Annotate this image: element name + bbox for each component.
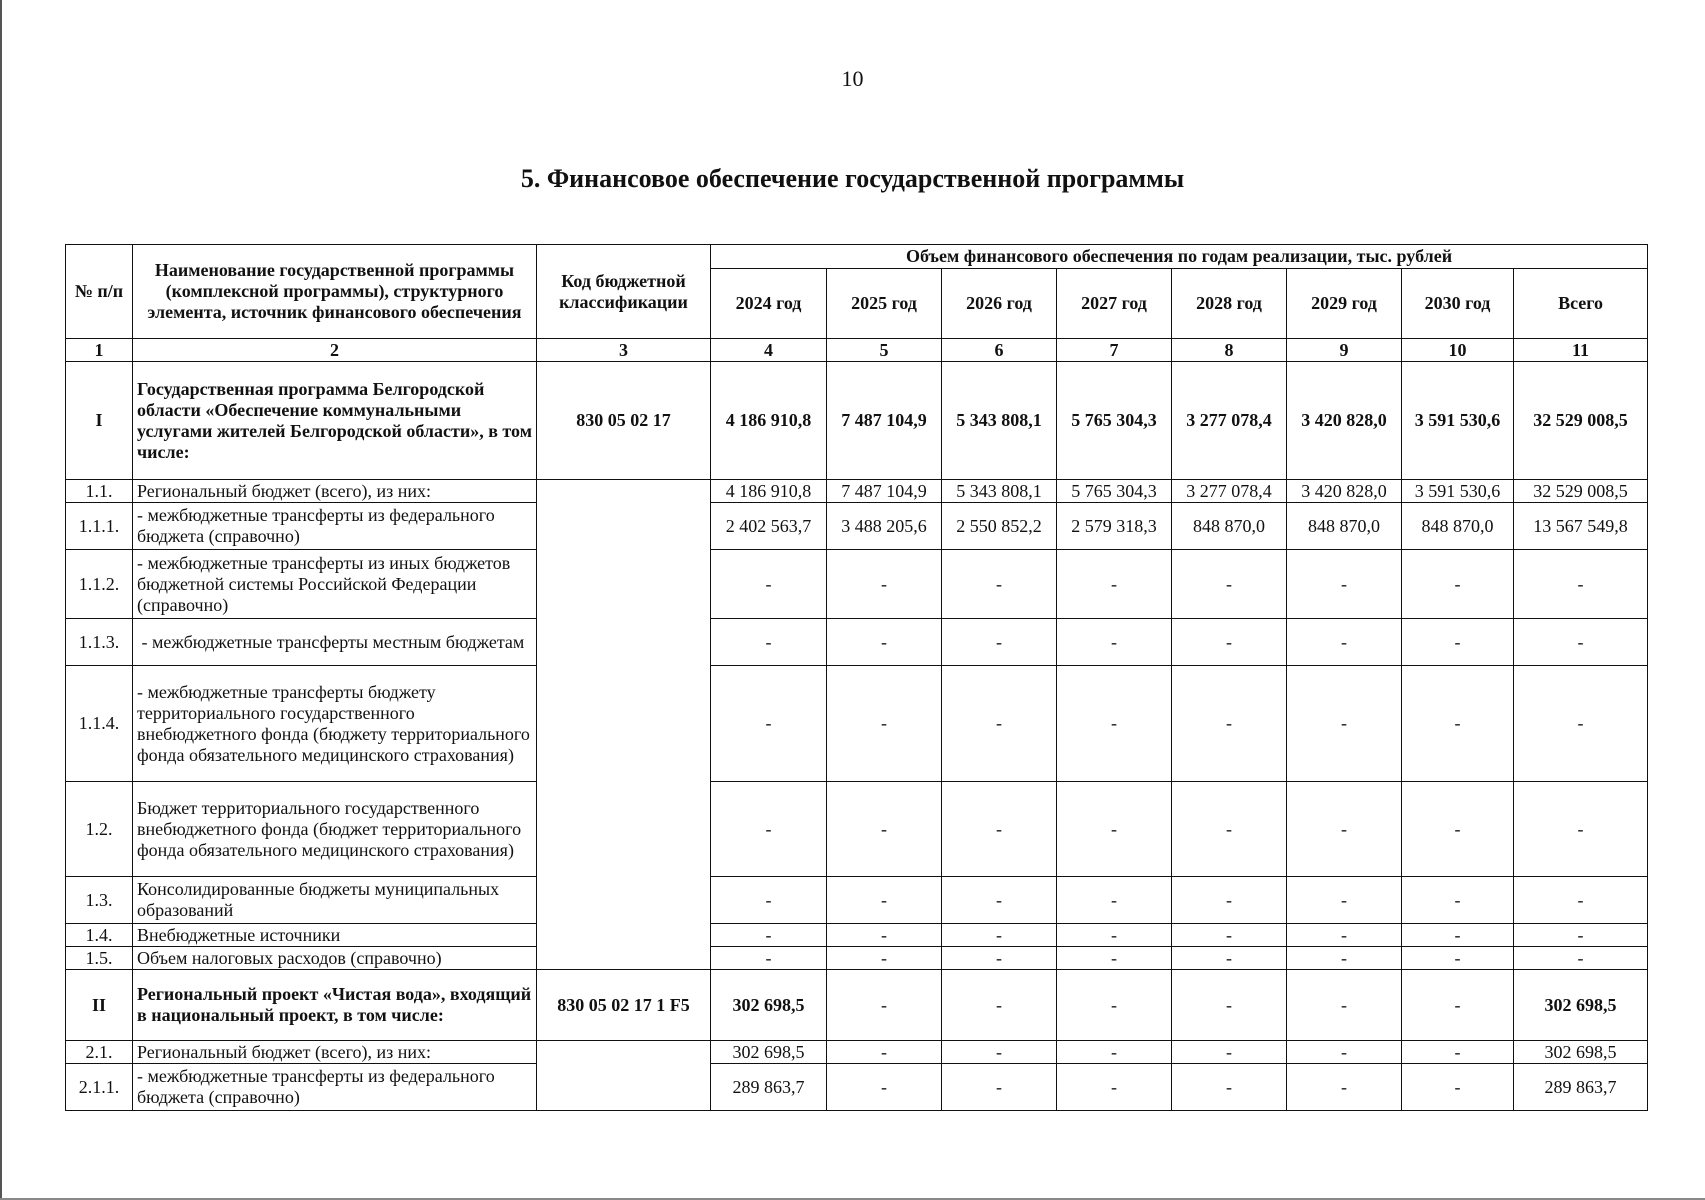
table-row bbox=[66, 619, 1648, 666]
row-code-merged bbox=[537, 1041, 711, 1111]
row-total: - bbox=[1514, 782, 1648, 877]
row-name: Региональный проект «Чистая вода», входящий в национальный проект, в том числе: bbox=[133, 970, 537, 1041]
row-value: - bbox=[1287, 666, 1402, 782]
column-number: 8 bbox=[1172, 339, 1287, 362]
column-number: 4 bbox=[711, 339, 827, 362]
row-value: - bbox=[1287, 924, 1402, 947]
row-num: 1.5. bbox=[66, 947, 133, 970]
row-value: 7 487 104,9 bbox=[827, 362, 942, 480]
row-value: 3 591 530,6 bbox=[1402, 480, 1514, 503]
column-number: 7 bbox=[1057, 339, 1172, 362]
row-num: II bbox=[66, 970, 133, 1041]
row-total: - bbox=[1514, 924, 1648, 947]
row-name: - межбюджетные трансферты из иных бюджетов бюджетной системы Российской Федерации (справочно) bbox=[133, 550, 537, 619]
row-value: 3 488 205,6 bbox=[827, 503, 942, 550]
row-value: - bbox=[1057, 947, 1172, 970]
column-number: 6 bbox=[942, 339, 1057, 362]
row-value: 3 420 828,0 bbox=[1287, 480, 1402, 503]
row-value: 5 765 304,3 bbox=[1057, 362, 1172, 480]
row-value: - bbox=[1402, 970, 1514, 1041]
row-value: - bbox=[1402, 619, 1514, 666]
row-name: - межбюджетные трансферты из федерального бюджета (справочно) bbox=[133, 1064, 537, 1111]
header-row-1 bbox=[66, 245, 1648, 269]
header-year: 2025 год bbox=[827, 269, 942, 339]
table-row bbox=[66, 480, 1648, 503]
row-total: - bbox=[1514, 877, 1648, 924]
row-value: 848 870,0 bbox=[1172, 503, 1287, 550]
row-value: - bbox=[827, 782, 942, 877]
row-num: 1.3. bbox=[66, 877, 133, 924]
table-row-program bbox=[66, 362, 1648, 480]
row-name: Внебюджетные источники bbox=[133, 924, 537, 947]
row-total: 32 529 008,5 bbox=[1514, 480, 1648, 503]
row-value: - bbox=[1057, 782, 1172, 877]
column-number-row bbox=[66, 339, 1648, 362]
row-value: 3 420 828,0 bbox=[1287, 362, 1402, 480]
row-value: - bbox=[1287, 1041, 1402, 1064]
row-value: - bbox=[1287, 782, 1402, 877]
row-value: - bbox=[1402, 782, 1514, 877]
table-row bbox=[66, 877, 1648, 924]
row-name: - межбюджетные трансферты из федерального бюджета (справочно) bbox=[133, 503, 537, 550]
row-value: - bbox=[942, 970, 1057, 1041]
column-number: 1 bbox=[66, 339, 133, 362]
table-row bbox=[66, 1064, 1648, 1111]
row-value: - bbox=[1172, 550, 1287, 619]
row-value: - bbox=[827, 666, 942, 782]
row-total: - bbox=[1514, 619, 1648, 666]
table-row-regional-project bbox=[66, 970, 1648, 1041]
row-value: - bbox=[1172, 666, 1287, 782]
page-number: 10 bbox=[841, 66, 864, 91]
row-value: - bbox=[827, 877, 942, 924]
row-value: 7 487 104,9 bbox=[827, 480, 942, 503]
header-year: 2028 год bbox=[1172, 269, 1287, 339]
row-name: Объем налоговых расходов (справочно) bbox=[133, 947, 537, 970]
header-total: Всего bbox=[1514, 269, 1648, 339]
row-value: - bbox=[711, 947, 827, 970]
row-value: 302 698,5 bbox=[711, 970, 827, 1041]
row-value: - bbox=[1172, 619, 1287, 666]
row-value: - bbox=[1057, 619, 1172, 666]
row-num: 2.1.1. bbox=[66, 1064, 133, 1111]
column-number: 5 bbox=[827, 339, 942, 362]
row-name: - межбюджетные трансферты бюджету территориального государственного внебюджетного фонда (бюджету территориального фонда обязательного медицинского страхования) bbox=[133, 666, 537, 782]
row-value: - bbox=[711, 782, 827, 877]
row-value: 4 186 910,8 bbox=[711, 480, 827, 503]
row-value: 302 698,5 bbox=[711, 1041, 827, 1064]
row-value: - bbox=[827, 947, 942, 970]
row-value: - bbox=[827, 1064, 942, 1111]
row-value: - bbox=[942, 782, 1057, 877]
column-number: 9 bbox=[1287, 339, 1402, 362]
row-value: - bbox=[942, 947, 1057, 970]
row-value: - bbox=[1172, 924, 1287, 947]
row-value: - bbox=[827, 550, 942, 619]
row-num: 1.4. bbox=[66, 924, 133, 947]
row-value: - bbox=[1402, 924, 1514, 947]
row-num: 1.1.3. bbox=[66, 619, 133, 666]
header-code: Код бюджетной классификации bbox=[537, 245, 711, 339]
row-value: 289 863,7 bbox=[711, 1064, 827, 1111]
row-total: 13 567 549,8 bbox=[1514, 503, 1648, 550]
row-value: - bbox=[942, 877, 1057, 924]
row-value: - bbox=[1172, 970, 1287, 1041]
page-title: 5. Финансовое обеспечение государственной программы bbox=[520, 164, 1185, 193]
column-number: 10 bbox=[1402, 339, 1514, 362]
header-volume: Объем финансового обеспечения по годам реализации, тыс. рублей bbox=[711, 245, 1648, 269]
row-value: - bbox=[1057, 1041, 1172, 1064]
row-value: - bbox=[711, 619, 827, 666]
row-value: - bbox=[1287, 619, 1402, 666]
header-year: 2029 год bbox=[1287, 269, 1402, 339]
row-value: 3 277 078,4 bbox=[1172, 362, 1287, 480]
row-value: - bbox=[1287, 877, 1402, 924]
row-total: 32 529 008,5 bbox=[1514, 362, 1648, 480]
row-value: - bbox=[1402, 1064, 1514, 1111]
row-num: 1.1. bbox=[66, 480, 133, 503]
header-name: Наименование государственной программы (комплексной программы), структурного элемента, источник финансового обеспечения bbox=[133, 245, 537, 339]
row-total: - bbox=[1514, 550, 1648, 619]
row-value: - bbox=[827, 924, 942, 947]
row-value: 5 765 304,3 bbox=[1057, 480, 1172, 503]
row-value: - bbox=[1287, 550, 1402, 619]
table-row bbox=[66, 1041, 1648, 1064]
row-value: - bbox=[1402, 666, 1514, 782]
row-value: 2 402 563,7 bbox=[711, 503, 827, 550]
row-value: 4 186 910,8 bbox=[711, 362, 827, 480]
row-num: I bbox=[66, 362, 133, 480]
row-code-merged bbox=[537, 480, 711, 970]
row-value: - bbox=[1287, 970, 1402, 1041]
row-value: 2 550 852,2 bbox=[942, 503, 1057, 550]
row-value: - bbox=[1057, 550, 1172, 619]
row-num: 1.1.4. bbox=[66, 666, 133, 782]
row-value: - bbox=[942, 1064, 1057, 1111]
row-name: Бюджет территориального государственного внебюджетного фонда (бюджет территориального фонда обязательного медицинского страхования) bbox=[133, 782, 537, 877]
row-value: - bbox=[1402, 947, 1514, 970]
row-name: Региональный бюджет (всего), из них: bbox=[133, 1041, 537, 1064]
table-row bbox=[66, 503, 1648, 550]
row-value: - bbox=[1057, 1064, 1172, 1111]
row-value: - bbox=[942, 550, 1057, 619]
row-name: Консолидированные бюджеты муниципальных образований bbox=[133, 877, 537, 924]
column-number: 3 bbox=[537, 339, 711, 362]
row-value: - bbox=[711, 666, 827, 782]
row-value: - bbox=[1172, 1041, 1287, 1064]
table-row bbox=[66, 782, 1648, 877]
header-year: 2030 год bbox=[1402, 269, 1514, 339]
row-name: Государственная программа Белгородской области «Обеспечение коммунальными услугами жителей Белгородской области», в том числе: bbox=[133, 362, 537, 480]
row-name: - межбюджетные трансферты местным бюджетам bbox=[133, 619, 537, 666]
header-num: № п/п bbox=[66, 245, 133, 339]
header-year: 2027 год bbox=[1057, 269, 1172, 339]
row-name: Региональный бюджет (всего), из них: bbox=[133, 480, 537, 503]
row-value: - bbox=[942, 619, 1057, 666]
row-value: - bbox=[1172, 947, 1287, 970]
row-value: - bbox=[711, 924, 827, 947]
row-value: - bbox=[827, 619, 942, 666]
row-total: - bbox=[1514, 666, 1648, 782]
row-code: 830 05 02 17 1 F5 bbox=[537, 970, 711, 1041]
row-value: - bbox=[1287, 947, 1402, 970]
row-num: 1.1.2. bbox=[66, 550, 133, 619]
row-value: - bbox=[1172, 782, 1287, 877]
row-total: 289 863,7 bbox=[1514, 1064, 1648, 1111]
row-value: - bbox=[711, 550, 827, 619]
row-value: - bbox=[711, 877, 827, 924]
row-num: 1.1.1. bbox=[66, 503, 133, 550]
row-num: 1.2. bbox=[66, 782, 133, 877]
row-value: - bbox=[1402, 1041, 1514, 1064]
row-value: - bbox=[1057, 666, 1172, 782]
header-year: 2026 год bbox=[942, 269, 1057, 339]
row-value: - bbox=[1402, 550, 1514, 619]
table-row bbox=[66, 666, 1648, 782]
row-value: - bbox=[1402, 877, 1514, 924]
table-row bbox=[66, 550, 1648, 619]
row-value: - bbox=[1287, 1064, 1402, 1111]
column-number: 2 bbox=[133, 339, 537, 362]
row-value: - bbox=[827, 1041, 942, 1064]
header-year: 2024 год bbox=[711, 269, 827, 339]
row-total: 302 698,5 bbox=[1514, 970, 1648, 1041]
row-num: 2.1. bbox=[66, 1041, 133, 1064]
row-value: - bbox=[942, 924, 1057, 947]
financing-table bbox=[65, 244, 1648, 1111]
row-value: 3 591 530,6 bbox=[1402, 362, 1514, 480]
table-row bbox=[66, 924, 1648, 947]
row-value: - bbox=[1057, 924, 1172, 947]
row-value: 2 579 318,3 bbox=[1057, 503, 1172, 550]
table-row bbox=[66, 947, 1648, 970]
row-value: - bbox=[1057, 877, 1172, 924]
row-value: - bbox=[1172, 1064, 1287, 1111]
row-value: 3 277 078,4 bbox=[1172, 480, 1287, 503]
row-value: - bbox=[1057, 970, 1172, 1041]
row-total: 302 698,5 bbox=[1514, 1041, 1648, 1064]
row-value: 5 343 808,1 bbox=[942, 362, 1057, 480]
row-value: - bbox=[1172, 877, 1287, 924]
column-number: 11 bbox=[1514, 339, 1648, 362]
row-value: - bbox=[942, 1041, 1057, 1064]
row-total: - bbox=[1514, 947, 1648, 970]
row-value: 848 870,0 bbox=[1287, 503, 1402, 550]
row-value: - bbox=[942, 666, 1057, 782]
row-value: - bbox=[827, 970, 942, 1041]
row-code: 830 05 02 17 bbox=[537, 362, 711, 480]
row-value: 5 343 808,1 bbox=[942, 480, 1057, 503]
row-value: 848 870,0 bbox=[1402, 503, 1514, 550]
